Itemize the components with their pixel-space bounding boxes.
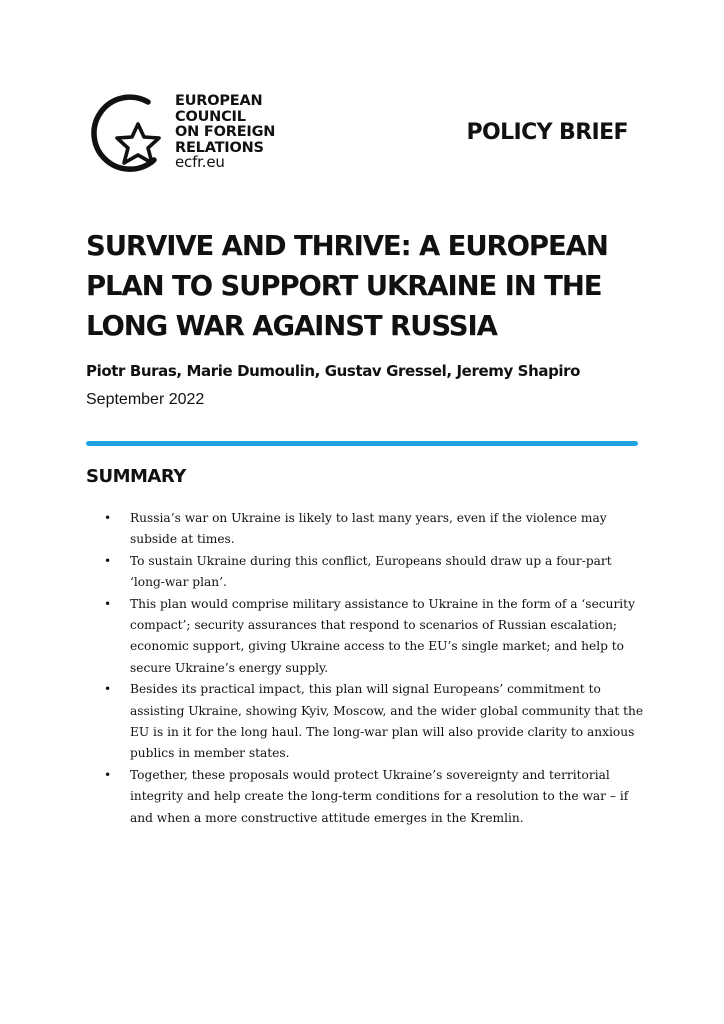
authors-line: Piotr Buras, Marie Dumoulin, Gustav Gressel, Jeremy Shapiro — [86, 362, 581, 380]
summary-list — [104, 508, 644, 829]
list-item-text: Besides its practical impact, this plan will signal Europeans’ commitment to assisting Ukraine, showing Kyiv, Moscow, and the wider global community that the EU is in it for the long haul. The long-war plan will also provide clarity to anxious publics in member states. — [130, 682, 644, 761]
ecfr-logo — [86, 88, 286, 180]
title-line: SURVIVE AND THRIVE: A EUROPEAN — [86, 230, 608, 262]
list-item-text: This plan would comprise military assistance to Ukraine in the form of a ‘security compact’; security assurances that respond to scenarios of Russian escalation; economic support, giving Ukraine access to the EU’s single market; and help to secure Ukraine’s energy supply. — [130, 596, 635, 675]
bullet-icon: • — [104, 596, 112, 611]
logo-wordmark — [175, 94, 275, 171]
list-item-text: Together, these proposals would protect Ukraine’s sovereignty and territorial integrity and help create the long-term conditions for a resolution to the war – if and when a more constructive attitude emerges in the Kremlin. — [130, 767, 629, 825]
list-item-text: To sustain Ukraine during this conflict, Europeans should draw up a four-part ‘long-war plan’. — [130, 553, 612, 590]
bullet-icon: • — [104, 767, 112, 782]
list-item — [104, 765, 644, 829]
title-line: PLAN TO SUPPORT UKRAINE IN THE — [86, 270, 602, 302]
accent-divider — [86, 441, 638, 446]
list-item — [104, 508, 644, 551]
list-item — [104, 551, 644, 594]
bullet-icon: • — [104, 682, 112, 697]
logo-line: COUNCIL — [175, 108, 246, 125]
list-item — [104, 594, 644, 680]
document-type-label: POLICY BRIEF — [466, 120, 628, 145]
logo-line: EUROPEAN — [175, 93, 263, 109]
bullet-icon: • — [104, 511, 112, 525]
star-circle-icon — [86, 88, 172, 180]
logo-line: ON FOREIGN — [175, 124, 276, 140]
list-item — [104, 679, 644, 765]
page-title — [86, 226, 646, 346]
title-line: LONG WAR AGAINST RUSSIA — [86, 310, 497, 342]
list-item-text: Russia’s war on Ukraine is likely to last many years, even if the violence may subside at times. — [130, 511, 607, 547]
logo-line: RELATIONS — [175, 139, 264, 156]
logo-url: ecfr.eu — [175, 153, 225, 171]
publication-date: September 2022 — [86, 391, 205, 408]
summary-heading: SUMMARY — [86, 466, 186, 487]
bullet-icon: • — [104, 553, 112, 568]
